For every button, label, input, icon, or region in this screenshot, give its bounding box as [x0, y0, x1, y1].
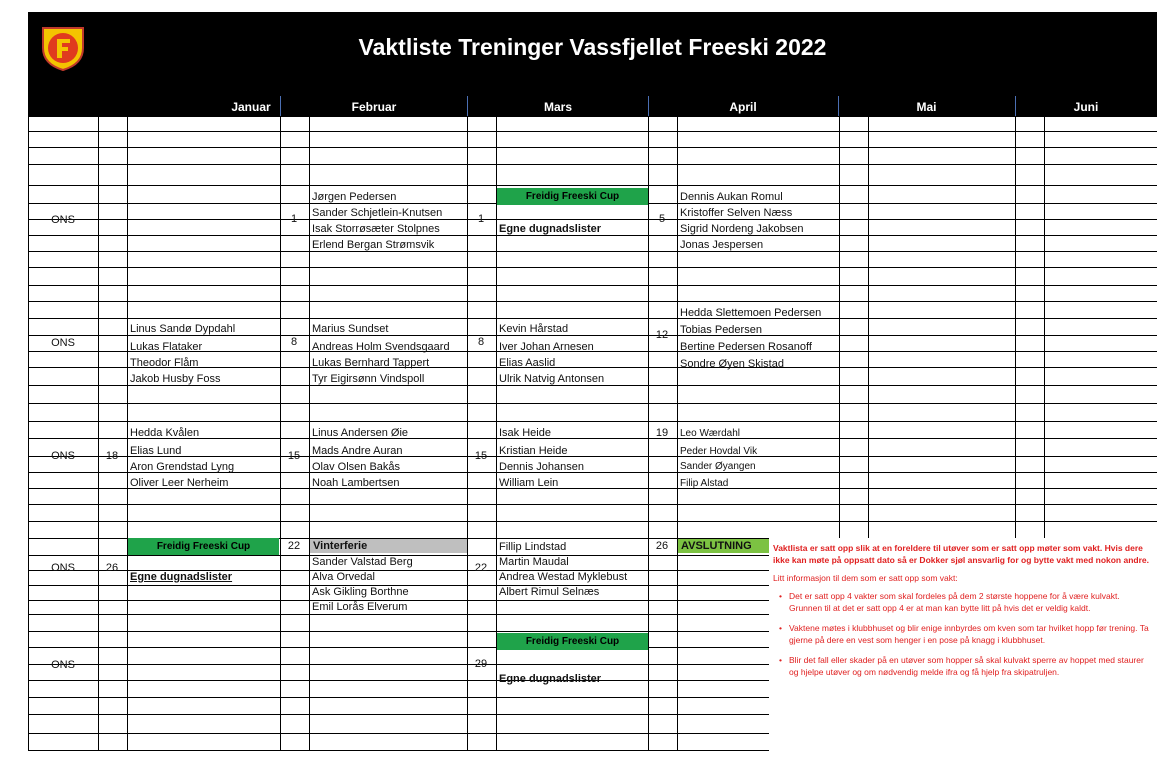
info-subtitle: Litt informasjon til dem som er satt opp som vakt: — [773, 573, 958, 583]
week-number: 18 — [105, 450, 119, 462]
grid-line — [28, 301, 1157, 302]
list-item: Lukas Flataker — [130, 341, 203, 353]
grid-line — [28, 251, 1157, 252]
list-item: Ulrik Natvig Antonsen — [499, 373, 605, 385]
list-item: Linus Sandø Dypdahl — [130, 323, 236, 335]
list-item: Mads Andre Auran — [312, 445, 403, 457]
day-label: ONS — [51, 337, 75, 349]
avslutning-label: AVSLUTNING — [678, 539, 769, 553]
list-item: Sigrid Nordeng Jakobsen — [680, 223, 804, 235]
list-item: Erlend Bergan Strømsvik — [312, 239, 435, 251]
list-item: Linus Andersen Øie — [312, 427, 409, 439]
grid-line — [28, 147, 1157, 148]
week-number: 8 — [290, 336, 298, 348]
month-header-mai: Mai — [916, 100, 937, 114]
cup-badge: Freidig Freeski Cup — [497, 188, 648, 205]
list-item: Isak Heide — [499, 427, 551, 439]
month-header-februar: Februar — [351, 100, 397, 114]
week-number: 12 — [655, 329, 669, 341]
page-title: Vaktliste Treninger Vassfjellet Freeski 2022 — [358, 34, 827, 60]
week-number: 26 — [655, 540, 669, 552]
week-number: 8 — [477, 336, 485, 348]
day-label: ONS — [51, 562, 75, 574]
grid-line — [28, 285, 1157, 286]
list-item: Jakob Husby Foss — [130, 373, 221, 385]
grid-line — [28, 403, 1157, 404]
grid-line — [28, 521, 1157, 522]
list-item: Leo Wærdahl — [680, 428, 741, 439]
week-number: 26 — [105, 562, 119, 574]
info-notice — [769, 538, 1157, 769]
list-item: Aron Grendstad Lyng — [130, 461, 235, 473]
list-item: Olav Olsen Bakås — [312, 461, 401, 473]
cup-badge: Freidig Freeski Cup — [497, 633, 648, 650]
month-header-april: April — [729, 100, 757, 114]
info-list — [773, 590, 1153, 678]
grid-line — [28, 504, 1157, 505]
list-item: Elias Aaslid — [499, 357, 556, 369]
grid-line — [28, 185, 1157, 186]
grid-line — [28, 116, 1157, 117]
week-number: 22 — [287, 540, 301, 552]
list-item: Noah Lambertsen — [312, 477, 400, 489]
list-item: Martin Maudal — [499, 556, 569, 568]
list-item: Sander Valstad Berg — [312, 556, 413, 568]
list-item: Lukas Bernhard Tappert — [312, 357, 430, 369]
list-item: Tobias Pedersen — [680, 324, 762, 336]
list-item: Albert Rimul Selnæs — [499, 586, 600, 598]
list-item: Jørgen Pedersen — [312, 191, 397, 203]
list-item: Isak Storrøsæter Stolpnes — [312, 223, 440, 235]
list-item: Andrea Westad Myklebust — [499, 571, 628, 583]
list-item: Kristoffer Selven Næss — [680, 207, 793, 219]
list-item: Hedda Kvålen — [130, 427, 200, 439]
list-item: Alva Orvedal — [312, 571, 375, 583]
grid-line — [28, 131, 1157, 132]
week-number: 1 — [290, 213, 298, 225]
list-item: Bertine Pedersen Rosanoff — [680, 341, 812, 353]
grid-line — [28, 267, 1157, 268]
list-item: Ask Gikling Borthne — [312, 586, 409, 598]
list-item: Emil Lorås Elverum — [312, 601, 408, 613]
header-bar — [28, 12, 1157, 116]
list-item: Kristian Heide — [499, 445, 568, 457]
week-number: 5 — [658, 213, 666, 225]
list-item: Jonas Jespersen — [680, 239, 764, 251]
list-item: Marius Sundset — [312, 323, 389, 335]
week-number: 22 — [474, 562, 488, 574]
list-item: Fillip Lindstad — [499, 541, 567, 553]
list-item: Hedda Slettemoen Pedersen — [680, 307, 822, 319]
day-label: ONS — [51, 214, 75, 226]
list-item: Sander Schjetlein-Knutsen — [312, 207, 443, 219]
list-item: Sander Øyangen — [680, 461, 756, 472]
list-item: Dennis Johansen — [499, 461, 585, 473]
month-header-juni: Juni — [1073, 100, 1099, 114]
grid-line — [28, 219, 1157, 220]
list-item: William Lein — [499, 477, 559, 489]
list-item: Peder Hovdal Vik — [680, 446, 758, 457]
grid-line — [28, 421, 1157, 422]
info-bullet: • Det er satt opp 4 vakter som skal fordeles på dem 2 største hoppene for å være kulvakt. Grunnen til at det er satt opp 4 er at man kan bytte litt på hvis det er veldig kaldt. — [781, 590, 1153, 614]
week-number: 1 — [477, 213, 485, 225]
week-number: 29 — [474, 658, 488, 670]
list-item: Tyr Eigirsønn Vindspoll — [312, 373, 425, 385]
list-item: Andreas Holm Svendsgaard — [312, 341, 450, 353]
grid-line — [28, 164, 1157, 165]
list-item: Elias Lund — [130, 445, 182, 457]
grid-line — [28, 456, 1157, 457]
dugnad-label: Egne dugnadslister — [130, 571, 233, 583]
list-item: Sondre Øyen Skistad — [680, 358, 784, 370]
week-number: 19 — [655, 427, 669, 439]
list-item: Oliver Leer Nerheim — [130, 477, 229, 489]
week-number: 15 — [287, 450, 301, 462]
grid-line — [28, 318, 1157, 319]
list-item: Filip Alstad — [680, 478, 729, 489]
dugnad-label: Egne dugnadslister — [499, 223, 602, 235]
month-header-januar: Januar — [231, 100, 271, 114]
month-header-mars: Mars — [543, 100, 572, 114]
info-bullet: • Vaktene møtes i klubbhuset og blir enige innbyrdes om kven som tar hvilket hopp før trening. Ta gjerne på dere en vest som henger i en pose på knagg i klubbhuset. — [781, 622, 1153, 646]
vinterferie-label: Vinterferie — [310, 539, 467, 553]
list-item: Iver Johan Arnesen — [499, 341, 594, 353]
cup-badge: Freidig Freeski Cup — [128, 538, 279, 555]
week-number: 15 — [474, 450, 488, 462]
info-bullet: • Blir det fall eller skader på en utøver som hopper så skal kulvakt sperre av hoppet med staurer og hjelpe utøver og om nødvendig melde ifra og få hjelp fra skipatruljen. — [781, 654, 1153, 678]
dugnad-label: Egne dugnadslister — [499, 673, 602, 685]
list-item: Dennis Aukan Romul — [680, 191, 783, 203]
list-item: Theodor Flåm — [130, 357, 199, 369]
day-label: ONS — [51, 450, 75, 462]
info-intro: Vaktlista er satt opp slik at en foreldere til utøver som er satt opp møter som vakt. Hvis dere ikke kan møte på oppsatt dato så er Dokker sjøl ansvarlig for og bytte vakt med nokon andre. — [773, 543, 1149, 565]
day-label: ONS — [51, 659, 75, 671]
list-item: Kevin Hårstad — [499, 323, 569, 335]
